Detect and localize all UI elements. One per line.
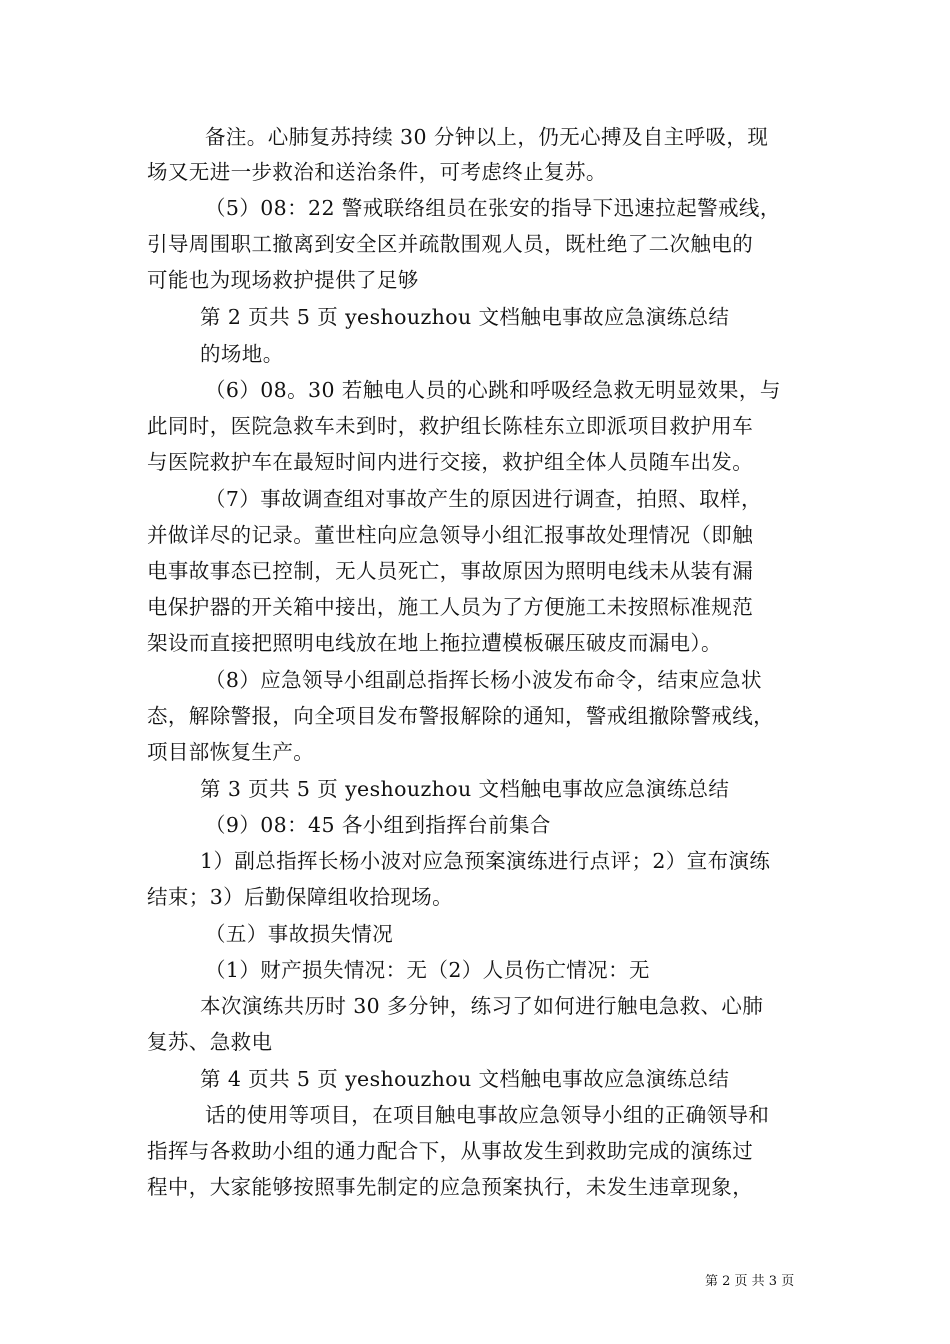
text-line: 话的使用等项目，在项目触电事故应急领导小组的正确领导和 (205, 1103, 770, 1127)
text-line: （8）应急领导小组副总指挥长杨小波发布命令，结束应急状 (205, 668, 762, 692)
page-number-footer: 第 2 页 共 3 页 (705, 1274, 795, 1289)
text-line: 与医院救护车在最短时间内进行交接，救护组全体人员随车出发。 (147, 450, 754, 474)
text-line: 结束；3）后勤保障组收拾现场。 (147, 885, 454, 909)
text-line: 电保护器的开关箱中接出，施工人员为了方便施工未按照标准规范 (147, 595, 754, 619)
page-marker: 第 4 页共 5 页 yeshouzhou 文档触电事故应急演练总结 (200, 1067, 730, 1091)
text-line: 1）副总指挥长杨小波对应急预案演练进行点评；2）宣布演练 (200, 849, 771, 873)
text-line: 场又无进一步救治和送治条件，可考虑终止复苏。 (147, 160, 607, 184)
text-line: 本次演练共历时 30 多分钟，练习了如何进行触电急救、心肺 (200, 994, 764, 1018)
text-line: 并做详尽的记录。董世柱向应急领导小组汇报事故处理情况（即触 (147, 523, 754, 547)
text-line: 引导周围职工撤离到安全区并疏散围观人员，既杜绝了二次触电的 (147, 232, 754, 256)
text-line: 电事故事态已控制，无人员死亡，事故原因为照明电线未从装有漏 (147, 559, 754, 583)
text-line: 可能也为现场救护提供了足够 (147, 268, 419, 292)
text-line: （6）08。30 若触电人员的心跳和呼吸经急救无明显效果，与 (205, 378, 781, 402)
page-marker: 第 3 页共 5 页 yeshouzhou 文档触电事故应急演练总结 (200, 777, 730, 801)
text-line: （5）08：22 警戒联络组员在张安的指导下迅速拉起警戒线， (205, 196, 781, 220)
text-line: 此同时，医院急救车未到时，救护组长陈桂东立即派项目救护用车 (147, 414, 754, 438)
text-line: 指挥与各救助小组的通力配合下，从事故发生到救助完成的演练过 (147, 1139, 754, 1163)
text-line: 态，解除警报，向全项目发布警报解除的通知，警戒组撤除警戒线， (147, 704, 774, 728)
page-marker: 第 2 页共 5 页 yeshouzhou 文档触电事故应急演练总结 (200, 305, 730, 329)
text-line: （7）事故调查组对事故产生的原因进行调查，拍照、取样， (205, 487, 762, 511)
text-line: （五）事故损失情况 (205, 922, 394, 946)
text-line: 复苏、急救电 (147, 1030, 273, 1054)
text-line: 程中，大家能够按照事先制定的应急预案执行，未发生违章现象， (147, 1175, 754, 1199)
text-line: 项目部恢复生产。 (147, 740, 315, 764)
text-line: 的场地。 (200, 342, 284, 366)
text-line: （1）财产损失情况：无（2）人员伤亡情况：无 (205, 958, 650, 982)
text-line: （9）08：45 各小组到指挥台前集合 (205, 813, 551, 837)
text-line: 备注。心肺复苏持续 30 分钟以上，仍无心搏及自主呼吸，现 (205, 125, 769, 149)
text-line: 架设而直接把照明电线放在地上拖拉遭模板碾压破皮而漏电）。 (147, 631, 722, 655)
